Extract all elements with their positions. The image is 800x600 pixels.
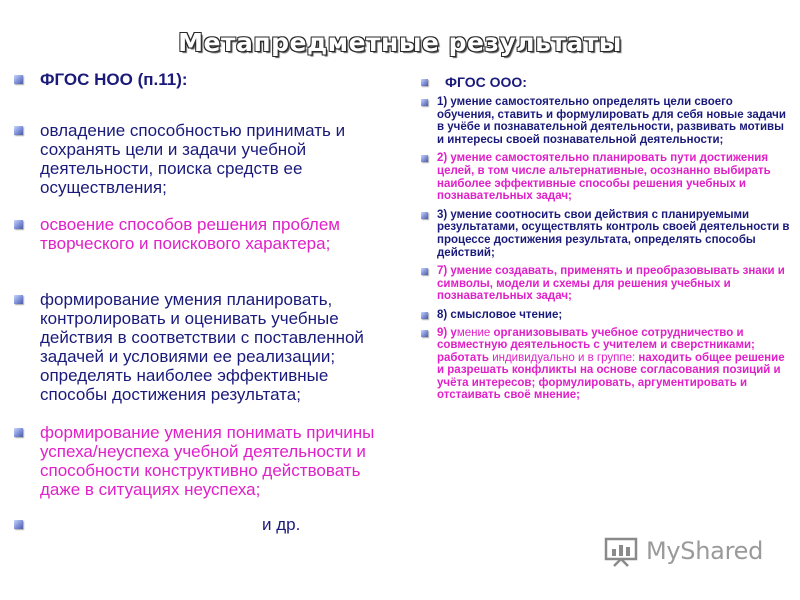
list-item-heading-ooo	[421, 74, 791, 90]
list-item	[421, 265, 791, 303]
list-item	[14, 423, 394, 499]
list-item-text-part: находить общее решение и разрешать конфликты на основе согласования позиций и учёта интересов; формулировать, аргументировать и отстаивать своё мнение;	[437, 351, 785, 402]
list-item-text: и др.	[262, 515, 301, 534]
heading-noo: ФГОС НОО (п.11):	[40, 70, 188, 89]
list-item	[14, 290, 394, 404]
list-item-text: 7) умение создавать, применять и преобразовывать знаки и символы, модели и схемы для решения учебных и познавательных задач;	[437, 265, 785, 303]
bullet-icon	[14, 520, 23, 529]
heading-ooo: ФГОС ООО:	[445, 74, 527, 90]
list-item	[14, 121, 394, 197]
list-item-text: освоение способов решения проблем творческого и поискового характера;	[40, 215, 340, 253]
left-column	[14, 70, 394, 534]
slide-title: Метапредметные результаты	[178, 28, 622, 57]
list-item-text: 1) умение самостоятельно определять цели своего обучения, ставить и формулировать для себя новые задачи в учёбе и познавательной деятельности, развивать мотивы и интересы своей познавательной деятельности;	[437, 96, 786, 146]
bullet-icon	[421, 79, 428, 86]
myshared-logo[interactable]	[604, 535, 764, 571]
list-item-text: овладение способностью принимать и сохранять цели и задачи учебной деятельности, поиска средств ее осуществления;	[40, 121, 346, 197]
list-item-heading-noo	[14, 70, 394, 89]
bullet-icon	[421, 99, 428, 106]
bullet-icon	[14, 126, 23, 135]
list-item	[14, 515, 394, 534]
list-item	[421, 309, 791, 322]
bullet-icon	[421, 212, 428, 219]
list-item-text-part: индивидуально и в группе:	[492, 351, 639, 364]
list-item	[421, 152, 791, 202]
list-item-text-part: 9) у	[437, 326, 457, 339]
list-item-text: формирование умения понимать причины успеха/неуспеха учебной деятельности и способности конструктивно действовать даже в ситуациях неуспеха;	[40, 423, 375, 499]
list-item	[421, 96, 791, 146]
logo-text: MyShared	[646, 537, 764, 565]
list-item	[421, 209, 791, 259]
bullet-icon	[14, 428, 23, 437]
list-item-text: формирование умения планировать, контролировать и оценивать учебные действия в соответствии с поставленной задачей и условиями ее реализации; определять наиболее эффективные способы достижения результата;	[40, 290, 364, 404]
list-item-text: 2) умение самостоятельно планировать пути достижения целей, в том числе альтернативные, осознанно выбирать наиболее эффективные способы решения учебных и познавательных задач;	[437, 152, 771, 203]
list-item-text: 3) умение соотносить свои действия с планируемыми результатами, осуществлять контроль своей деятельности в процессе достижения результата, определять способы действий;	[437, 208, 790, 259]
list-item-text-part: организовывать учебное сотрудничество и совместную деятельность с учителем и сверстниками; работать	[437, 326, 755, 364]
bullet-icon	[14, 220, 23, 229]
list-item	[421, 327, 791, 403]
bullet-icon	[14, 75, 23, 84]
right-column	[421, 74, 791, 402]
bullet-icon	[14, 295, 23, 304]
bullet-icon	[421, 330, 428, 337]
list-item	[14, 215, 394, 253]
chart-board-icon	[604, 537, 638, 567]
bullet-icon	[421, 268, 428, 275]
list-item-text: 8) смысловое чтение;	[437, 308, 563, 321]
list-item-text-part: мение	[456, 326, 494, 339]
bullet-icon	[421, 312, 428, 319]
bullet-icon	[421, 155, 428, 162]
